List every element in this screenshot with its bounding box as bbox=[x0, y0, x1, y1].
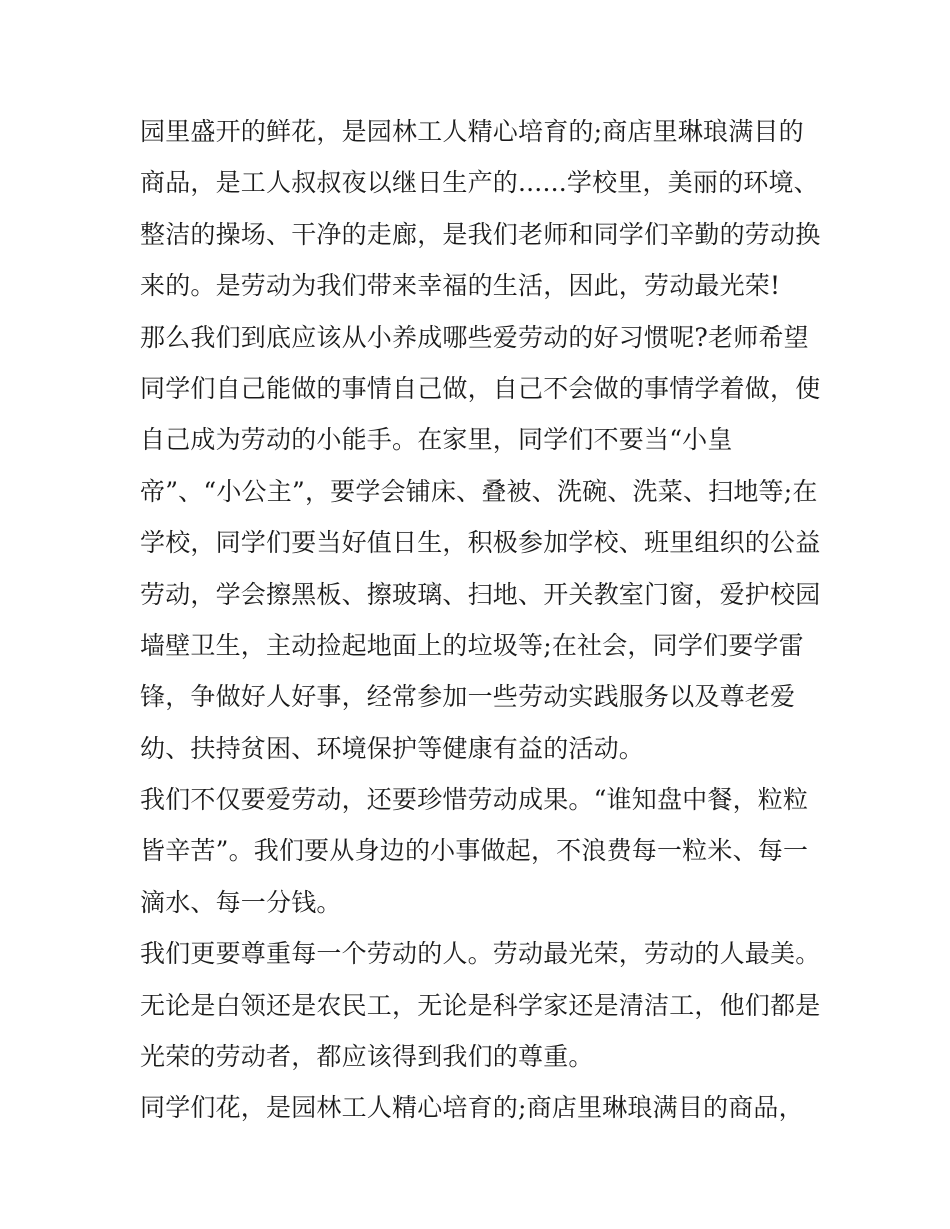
text-line: 无论是白领还是农民工，无论是科学家还是清洁工，他们都是 bbox=[140, 990, 821, 1020]
text-line: 我们更要尊重每一个劳动的人。劳动最光荣，劳动的人最美。 bbox=[140, 939, 821, 969]
text-line: 锋，争做好人好事，经常参加一些劳动实践服务以及尊老爱 bbox=[140, 682, 796, 712]
body-text bbox=[140, 106, 820, 1134]
text-line: 园里盛开的鲜花，是园林工人精心培育的;商店里琳琅满目的 bbox=[140, 117, 804, 146]
text-line: 皆辛苦”。我们要从身边的小事做起，不浪费每一粒米、每一 bbox=[140, 836, 809, 866]
text-line: 那么我们到底应该从小养成哪些爱劳动的好习惯呢?老师希望 bbox=[140, 322, 809, 352]
text-line: 帝”、“小公主”，要学会铺床、叠被、洗碗、洗菜、扫地等;在 bbox=[140, 476, 818, 506]
text-line: 光荣的劳动者，都应该得到我们的尊重。 bbox=[140, 1042, 594, 1072]
text-line: 幼、扶持贫困、环境保护等健康有益的活动。 bbox=[140, 733, 645, 763]
text-line: 学校，同学们要当好值日生，积极参加学校、班里组织的公益 bbox=[140, 528, 821, 558]
text-line: 同学们花，是园林工人精心培育的;商店里琳琅满目的商品， bbox=[140, 1093, 804, 1123]
text-line: 来的。是劳动为我们带来幸福的生活，因此，劳动最光荣! bbox=[140, 271, 781, 301]
text-line: 劳动，学会擦黑板、擦玻璃、扫地、开关教室门窗，爱护校园 bbox=[140, 579, 821, 609]
text-line: 滴水、每一分钱。 bbox=[140, 887, 342, 917]
text-line: 墙壁卫生，主动捡起地面上的垃圾等;在社会，同学们要学雷 bbox=[140, 630, 804, 660]
text-line: 自己成为劳动的小能手。在家里，同学们不要当“小皇 bbox=[140, 425, 733, 455]
text-line: 同学们自己能做的事情自己做，自己不会做的事情学着做，使 bbox=[140, 373, 821, 403]
text-line: 我们不仅要爱劳动，还要珍惜劳动成果。“谁知盘中餐，粒粒 bbox=[140, 785, 809, 815]
text-line: 整洁的操场、干净的走廊，是我们老师和同学们辛勤的劳动换 bbox=[140, 219, 821, 249]
text-line: 商品，是工人叔叔夜以继日生产的......学校里，美丽的环境、 bbox=[140, 168, 819, 198]
